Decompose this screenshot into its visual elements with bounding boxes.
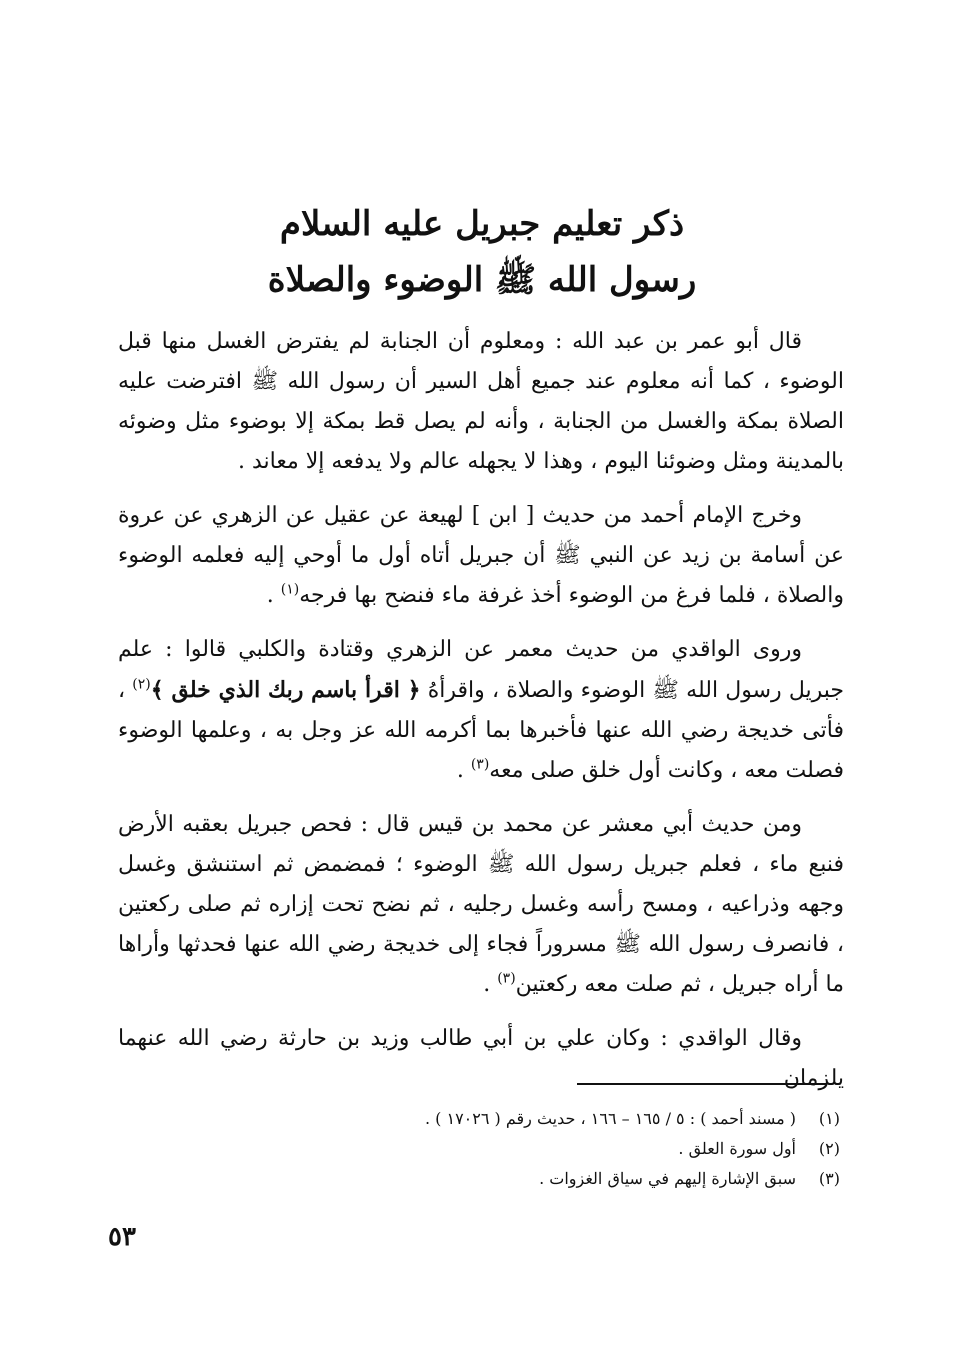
chapter-title-line-1: ذكر تعليم جبريل عليه السلام [279,204,685,244]
body-text [118,322,844,1099]
footnote-reference: (٣) [470,756,490,773]
quran-verse: ﴿ اقرأ باسم ربك الذي خلق ﴾ [150,677,421,703]
footnote-text: سبق الإشارة إليهم في سياق الغزوات . [539,1169,796,1188]
paragraph-text: قال أبو عمر بن عبد الله : ومعلوم أن الجنابة لم يفترض الغسل منها قبل الوضوء ، كما أنه معلوم عند جميع أهل السير أن رسول الله ﷺ افترضت عليه الصلاة بمكة والغسل من الجنابة ، وأنه لم يصل قط بمكة إلا بوضوء مثل وضوئه بالمدينة ومثل وضوئنا اليوم ، وهذا لا يجهله عالم ولا يدفعه إلا معاند . [118,329,844,474]
page-number: ٥٣ [108,1222,136,1252]
paragraph-text: ، فأتى خديجة رضي الله عنها فأخبرها بما أكرمه الله عز وجل به ، وعلمها الوضوء فصلت معه ، وكانت أول خلق صلى معه [118,678,844,783]
chapter-title-line-2: رسول الله ﷺ الوضوء والصلاة [267,260,697,300]
paragraph-tail: . [266,583,281,608]
footnote-text: ( مسند أحمد ) : ٥ / ١٦٥ – ١٦٦ ، حديث رقم ( ١٧٠٢٦ ) . [424,1109,796,1128]
paragraph [118,1019,844,1099]
paragraph-text: وخرج الإمام أحمد من حديث [ ابن ] لهيعة عن عقيل عن الزهري عن عروة عن أسامة بن زيد عن النبي ﷺ أن جبريل أتاه أول ما أوحي إليه فعلمه الوضوء والصلاة ، فلما فرغ من الوضوء أخذ غرفة ماء فنضح بها فرجه [118,503,844,608]
paragraph-text: وقال الواقدي : وكان علي بن أبي طالب وزيد بن حارثة رضي الله عنهما يلزمان [118,1026,844,1091]
paragraph-tail: . [456,758,471,783]
paragraph [118,630,844,791]
paragraph [118,805,844,1005]
footnote-reference: (٢) [132,676,151,693]
paragraph-text: وروى الواقدي من حديث معمر عن الزهري وقتادة والكلبي قالوا : علم جبريل رسول الله ﷺ الوضوء والصلاة ، واقرأهُ [118,637,845,703]
footnote-number: (٢) [818,1139,840,1158]
paragraph [118,496,844,616]
footnote-reference: (٣) [497,970,516,987]
footnote [300,1164,840,1194]
footnote-reference: (١) [280,581,300,598]
footnote [300,1134,840,1164]
footnote [300,1104,840,1134]
footnote-text: أول سورة العلق . [678,1139,796,1158]
footnote-separator [577,1083,827,1085]
footnote-number: (١) [818,1109,840,1128]
footnote-number: (٣) [818,1169,840,1188]
footnotes [300,1104,840,1194]
paragraph-text: ومن حديث أبي معشر عن محمد بن قيس قال : فحص جبريل بعقبه الأرض فنبع ماء ، فعلم جبريل رسول الله ﷺ الوضوء ؛ فمضمض ثم استنشق وغسل وجهه وذراعيه ، ومسح رأسه وغسل رجليه ، ثم نضح تحت إزاره ثم صلى ركعتين ، فانصرف رسول الله ﷺ مسروراً فجاء إلى خديجة رضي الله عنها فحدثها وأراها ما أراه جبريل ، ثم صلت معه ركعتين [118,812,844,997]
paragraph-tail: . [483,972,498,997]
paragraph [118,322,844,482]
